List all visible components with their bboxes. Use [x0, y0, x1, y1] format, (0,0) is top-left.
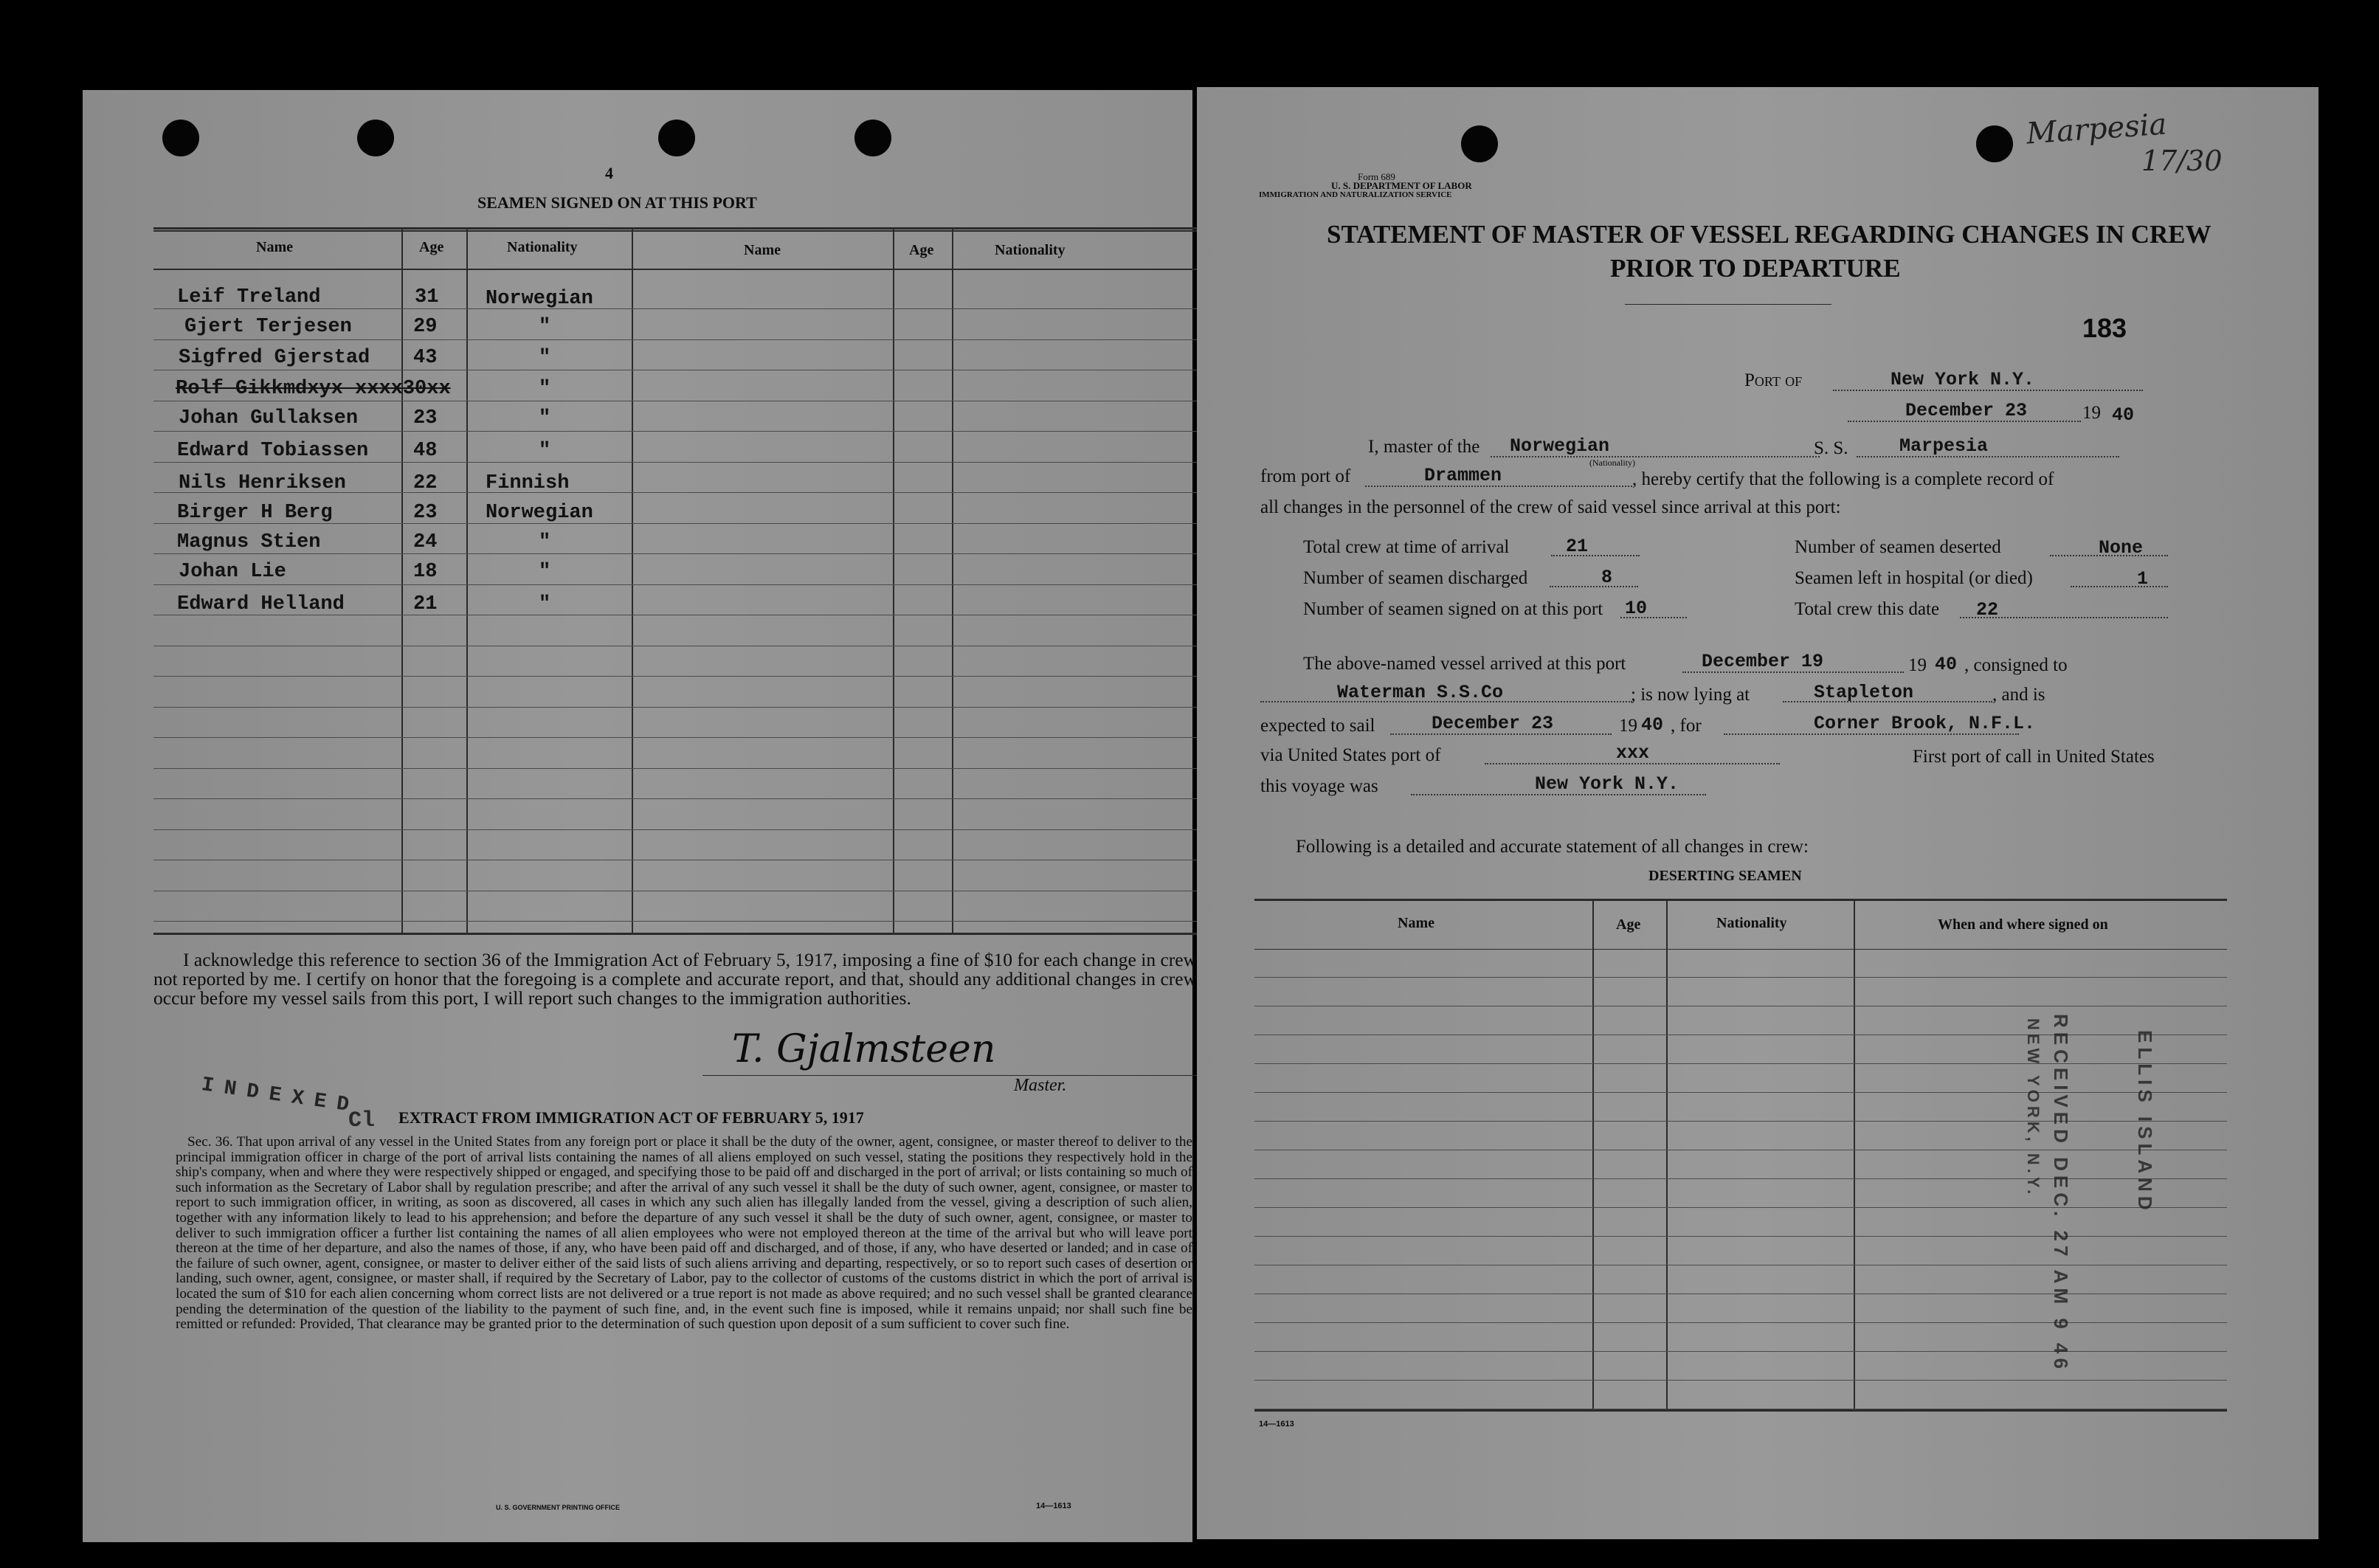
following-text: Following is a detailed and accurate statement of all changes in crew: — [1296, 837, 1809, 857]
row-rule — [1254, 1351, 2227, 1352]
row-rule — [1254, 1063, 2227, 1064]
deserted-value: None — [2099, 537, 2144, 559]
indexed-stamp: INDEXED — [199, 1074, 361, 1119]
port-label: Port of — [1744, 370, 1803, 390]
received-stamp-office: ELLIS ISLAND — [2134, 1030, 2156, 1215]
lying-value: Stapleton — [1814, 682, 1914, 703]
leader-dots — [2071, 586, 2168, 587]
ss-label: S. S. — [1814, 438, 1848, 458]
seaman-age: 29 — [413, 316, 438, 338]
row-rule — [153, 768, 1197, 769]
seaman-name: Edward Tobiassen — [177, 440, 369, 462]
seaman-age: 24 — [413, 531, 438, 553]
row-rule — [1254, 1380, 2227, 1381]
row-rule — [153, 921, 1197, 922]
for-label: , for — [1671, 716, 1702, 736]
seaman-age: 23 — [413, 407, 438, 429]
column-header-nationality: Nationality — [995, 242, 1066, 258]
voyage-label: this voyage was — [1260, 776, 1378, 796]
consignee: Waterman S.S.Co — [1337, 682, 1504, 703]
year-prefix: 19 — [2082, 403, 2101, 423]
row-rule — [1254, 977, 2227, 978]
form-code: 14—1613 — [1259, 1420, 1294, 1429]
deserting-header-signed-on: When and where signed on — [1938, 916, 2108, 933]
seaman-nationality: " — [539, 531, 551, 553]
punch-hole — [357, 120, 394, 156]
received-stamp: RECEIVED DEC. 27 AM 9 46 — [2050, 1014, 2072, 1373]
row-rule — [153, 707, 1197, 708]
column-header-nationality: Nationality — [507, 239, 578, 255]
sail-year: 40 — [1641, 714, 1664, 736]
signed-on-label: Number of seamen signed on at this port — [1303, 599, 1603, 619]
arrived-year-prefix: 19 — [1908, 655, 1927, 675]
seaman-age: 22 — [413, 472, 438, 494]
deserted-label: Number of seamen deserted — [1795, 537, 2001, 557]
sail-date: December 23 — [1432, 713, 1554, 734]
table-header-rule — [153, 269, 1197, 270]
form-title: STATEMENT OF MASTER OF VESSEL REGARDING CHANGES IN CREW — [1327, 220, 2211, 249]
arrived-year: 40 — [1935, 654, 1958, 675]
seaman-age: 31 — [415, 286, 439, 308]
leader-dots — [1551, 555, 1640, 556]
seaman-name: Johan Gullaksen — [179, 407, 359, 429]
seaman-name: Magnus Stien — [177, 531, 321, 553]
seaman-age: 43 — [413, 347, 438, 369]
left-page — [83, 90, 1197, 1542]
and-is-label: , and is — [1992, 685, 2045, 705]
row-rule — [153, 308, 1197, 309]
table-top-rule — [153, 227, 1197, 229]
expected-label: expected to sail — [1260, 716, 1375, 736]
table-top-rule — [153, 230, 1197, 232]
form-code: 14—1613 — [1036, 1502, 1071, 1510]
form-number: Form 689 — [1358, 171, 1395, 182]
arrived-date: December 19 — [1702, 651, 1824, 672]
seaman-nationality: " — [539, 347, 551, 369]
row-rule — [153, 737, 1197, 738]
from-port-label: from port of — [1260, 466, 1351, 486]
department: U. S. DEPARTMENT OF LABOR — [1331, 180, 1472, 191]
master-signature: T. Gjalmsteen — [732, 1027, 996, 1071]
deserting-header-nationality: Nationality — [1716, 915, 1787, 931]
destination: Corner Brook, N.F.L. — [1814, 713, 2036, 734]
total-crew-arrival-value: 21 — [1566, 536, 1589, 557]
row-rule — [153, 798, 1197, 799]
nationality-caption: (Nationality) — [1589, 457, 1635, 468]
seaman-age: 18 — [413, 561, 438, 583]
row-rule — [153, 829, 1197, 830]
row-rule — [1254, 1121, 2227, 1122]
clearance-stamp: Cl — [348, 1108, 376, 1133]
consigned-label: , consigned to — [1964, 655, 2068, 675]
seaman-name-struck: Rolf Gikkmdxyx xxxx30xx — [176, 378, 451, 400]
deserting-table-top — [1254, 899, 2227, 901]
section-title: SEAMEN SIGNED ON AT THIS PORT — [477, 193, 757, 212]
signature-caption: Master. — [1014, 1076, 1067, 1095]
column-divider — [632, 227, 633, 934]
column-divider — [401, 227, 403, 934]
punch-hole — [1461, 125, 1498, 162]
seaman-name: Nils Henriksen — [179, 472, 346, 494]
seaman-name: Edward Helland — [177, 593, 345, 615]
seaman-nationality: " — [539, 593, 551, 615]
row-rule — [153, 584, 1197, 585]
deserting-header-age: Age — [1616, 916, 1641, 933]
seaman-age: 23 — [413, 502, 438, 524]
via-label: via United States port of — [1260, 745, 1441, 765]
deserting-table-header-rule — [1254, 949, 2227, 950]
signature-line — [702, 1075, 1197, 1076]
discharged-label: Number of seamen discharged — [1303, 568, 1528, 588]
seaman-name: Leif Treland — [177, 286, 321, 308]
deserting-title: DESERTING SEAMEN — [1648, 868, 1802, 884]
row-rule — [153, 676, 1197, 677]
seaman-nationality: " — [539, 440, 551, 462]
punch-hole — [1976, 125, 2013, 162]
voyage-value: New York N.Y. — [1535, 773, 1679, 795]
seaman-name: Birger H Berg — [177, 502, 333, 524]
received-stamp-place: NEW YORK, N.Y. — [2024, 1018, 2043, 1198]
column-header-age: Age — [419, 239, 444, 255]
title-rule — [1625, 304, 1831, 305]
from-port-value: Drammen — [1424, 465, 1502, 486]
seaman-nationality: " — [539, 316, 551, 338]
column-divider — [466, 227, 468, 934]
arrived-label: The above-named vessel arrived at this port — [1303, 654, 1626, 674]
signed-on-value: 10 — [1625, 598, 1648, 619]
column-header-name: Name — [744, 242, 781, 258]
total-crew-arrival-label: Total crew at time of arrival — [1303, 537, 1510, 557]
printer-mark: U. S. GOVERNMENT PRINTING OFFICE — [496, 1504, 621, 1511]
row-rule — [153, 553, 1197, 554]
certify-text: , hereby certify that the following is a complete record of — [1632, 469, 2054, 489]
seaman-nationality: Finnish — [486, 472, 570, 494]
column-divider — [952, 227, 953, 934]
total-crew-date-value: 22 — [1976, 599, 1999, 621]
port-value: New York N.Y. — [1891, 369, 2035, 390]
hospital-label: Seamen left in hospital (or died) — [1795, 568, 2033, 588]
page-number: 4 — [605, 164, 613, 182]
seaman-nationality: " — [539, 407, 551, 429]
seaman-nationality: Norwegian — [486, 288, 593, 310]
column-header-age: Age — [909, 242, 934, 258]
hospital-value: 1 — [2137, 568, 2149, 590]
punch-hole — [162, 120, 199, 156]
seaman-name: Johan Lie — [179, 561, 286, 583]
date-value: December 23 — [1905, 400, 2028, 421]
leader-dots — [1550, 586, 1638, 587]
seaman-nationality: " — [539, 378, 551, 400]
right-page — [1197, 87, 2318, 1539]
first-port-label: First port of call in United States — [1913, 747, 2155, 767]
extract-title: EXTRACT FROM IMMIGRATION ACT OF FEBRUARY 5, 1917 — [398, 1108, 864, 1127]
row-rule — [1254, 1207, 2227, 1208]
discharged-value: 8 — [1601, 567, 1613, 588]
ship-name: Marpesia — [1899, 435, 1989, 457]
seaman-nationality: " — [539, 561, 551, 583]
seaman-nationality: Norwegian — [486, 502, 593, 524]
deserting-header-name: Name — [1398, 915, 1434, 931]
row-rule — [1254, 1322, 2227, 1323]
total-crew-date-label: Total crew this date — [1795, 599, 1940, 619]
punch-hole — [658, 120, 695, 156]
seaman-name: Sigfred Gjerstad — [179, 347, 370, 369]
year-value: 40 — [2112, 404, 2135, 426]
table-bottom-rule — [153, 933, 1197, 935]
sail-year-prefix: 19 — [1619, 716, 1637, 736]
extract-body: Sec. 36. That upon arrival of any vessel in the United States from any foreign port or place it shall be the duty of the owner, agent, consignee, or master thereof to deliver to the principal immigration officer in charge of the port of arrival lists containing the names of all aliens employed on such vessel, stating the positions they respectively hold in the ship's company, when and where they were respectively shipped or engaged, and specifying those to be paid off and discharged in the port of arrival; or lists containing so much of such information as the Secretary of Labor shall by regulation prescribe; and after the arrival of any such vessel it shall be the duty of such owner, agent, consignee, or master to report to such immigration officer, in writing, as soon as discovered, all cases in which any such alien has illegally landed from the vessel, giving a description of such alien, together with any information likely to lead to his apprehension; and before the departure of any such vessel it shall be the duty of such owner, agent, consignee, or master to deliver to such immigration officer a further list containing the names of all alien employees who were not employed thereon at the time of the arrival but who will leave port thereon at the time of her departure, and also the names of those, if any, who have been paid off and discharged, and of those, if any, who have deserted or landed; and in case of the failure of such owner, agent, consignee, or master to deliver either of the said lists of such aliens arriving and departing, respectively, or so to report such cases of desertion or landing, such owner, agent, consignee, or master shall, if required by the Secretary of Labor, pay to the collector of customs of the customs district in which the port of arrival is located the sum of $10 for each alien concerning whom correct lists are not delivered or a true report is not made as above required; and no such vessel shall be granted clearance pending the determination of the question of the liability to the payment of such fine, and, in the event such fine is imposed, while it remains unpaid; nor shall such fine be remitted or refunded: Provided, That clearance may be granted prior to the determination of such question upon deposit of a sum sufficient to cover such fine. — [176, 1134, 1192, 1333]
row-rule — [1254, 1092, 2227, 1093]
lying-label: ; is now lying at — [1631, 685, 1750, 705]
seaman-name: Gjert Terjesen — [184, 316, 352, 338]
nationality-value: Norwegian — [1510, 435, 1610, 457]
row-rule — [1254, 1178, 2227, 1179]
seaman-age: 48 — [413, 440, 438, 462]
corner-handwritten-note: Marpesia — [2025, 107, 2168, 151]
acknowledgement-text: I acknowledge this reference to section 36 of the Immigration Act of February 5, 1917, imposing a fine of $10 for each change in crew not reported by me. I certify on honor that the foregoing is a complete and accurate report, and that, should any additional changes in crew occur before my vessel sails from this port, I will report such changes to the immigration authorities. — [153, 949, 1197, 1009]
service: IMMIGRATION AND NATURALIZATION SERVICE — [1259, 190, 1452, 199]
via-value: xxx — [1616, 742, 1650, 764]
column-divider — [893, 227, 894, 934]
form-subtitle: PRIOR TO DEPARTURE — [1610, 254, 1901, 283]
row-rule — [1254, 1236, 2227, 1237]
deserting-table-bottom — [1254, 1409, 2227, 1412]
corner-handwritten-number: 17/30 — [2141, 145, 2223, 177]
row-rule — [153, 339, 1197, 340]
row-rule — [153, 431, 1197, 432]
certify-text-2: all changes in the personnel of the crew of said vessel since arrival at this port: — [1260, 497, 1841, 517]
punch-hole — [854, 120, 891, 156]
seaman-age: 21 — [413, 593, 438, 615]
document-number: 183 — [2082, 313, 2127, 343]
master-prefix: I, master of the — [1368, 437, 1480, 457]
column-header-name: Name — [256, 239, 293, 255]
